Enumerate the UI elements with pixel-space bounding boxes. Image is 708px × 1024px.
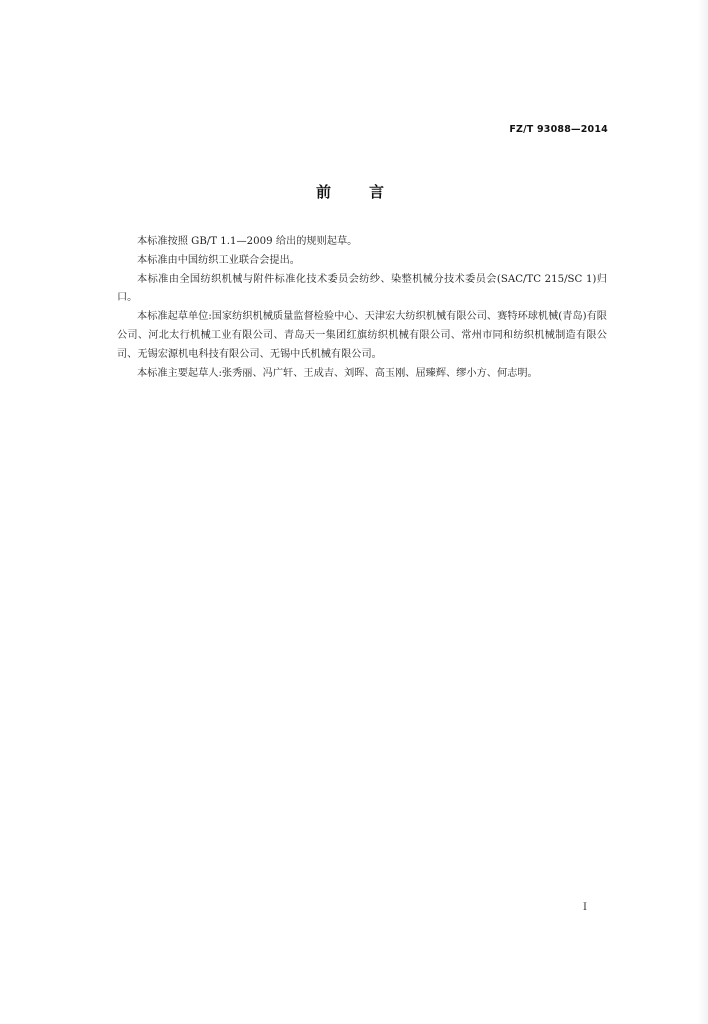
foreword-body <box>117 233 607 383</box>
paragraph-drafting-units: 本标准起草单位:国家纺织机械质量监督检验中心、天津宏大纺织机械有限公司、赛特环球机械(青岛)有限公司、河北太行机械工业有限公司、青岛天一集团红旗纺织机械有限公司、常州市同和纺织机械制造有限公司、无锡宏源机电科技有限公司、无锡中氏机械有限公司。 <box>117 311 607 360</box>
page-edge-shadow <box>698 0 708 1024</box>
page-number: I <box>583 902 587 913</box>
section-title: 前言 <box>316 183 423 201</box>
paragraph-proposed-by: 本标准由中国纺织工业联合会提出。 <box>137 254 300 266</box>
document-code: FZ/T 93088—2014 <box>509 124 608 135</box>
paragraph-jurisdiction: 本标准由全国纺织机械与附件标准化技术委员会纺纱、染整机械分技术委员会(SAC/TC 215/SC 1)归口。 <box>117 273 607 304</box>
paragraph-drafting-rules: 本标准按照 GB/T 1.1—2009 给出的规则起草。 <box>137 236 358 247</box>
paragraph-drafters: 本标准主要起草人:张秀丽、冯广轩、王成吉、刘晖、高玉刚、屈臻辉、缪小方、何志明。 <box>137 367 538 379</box>
